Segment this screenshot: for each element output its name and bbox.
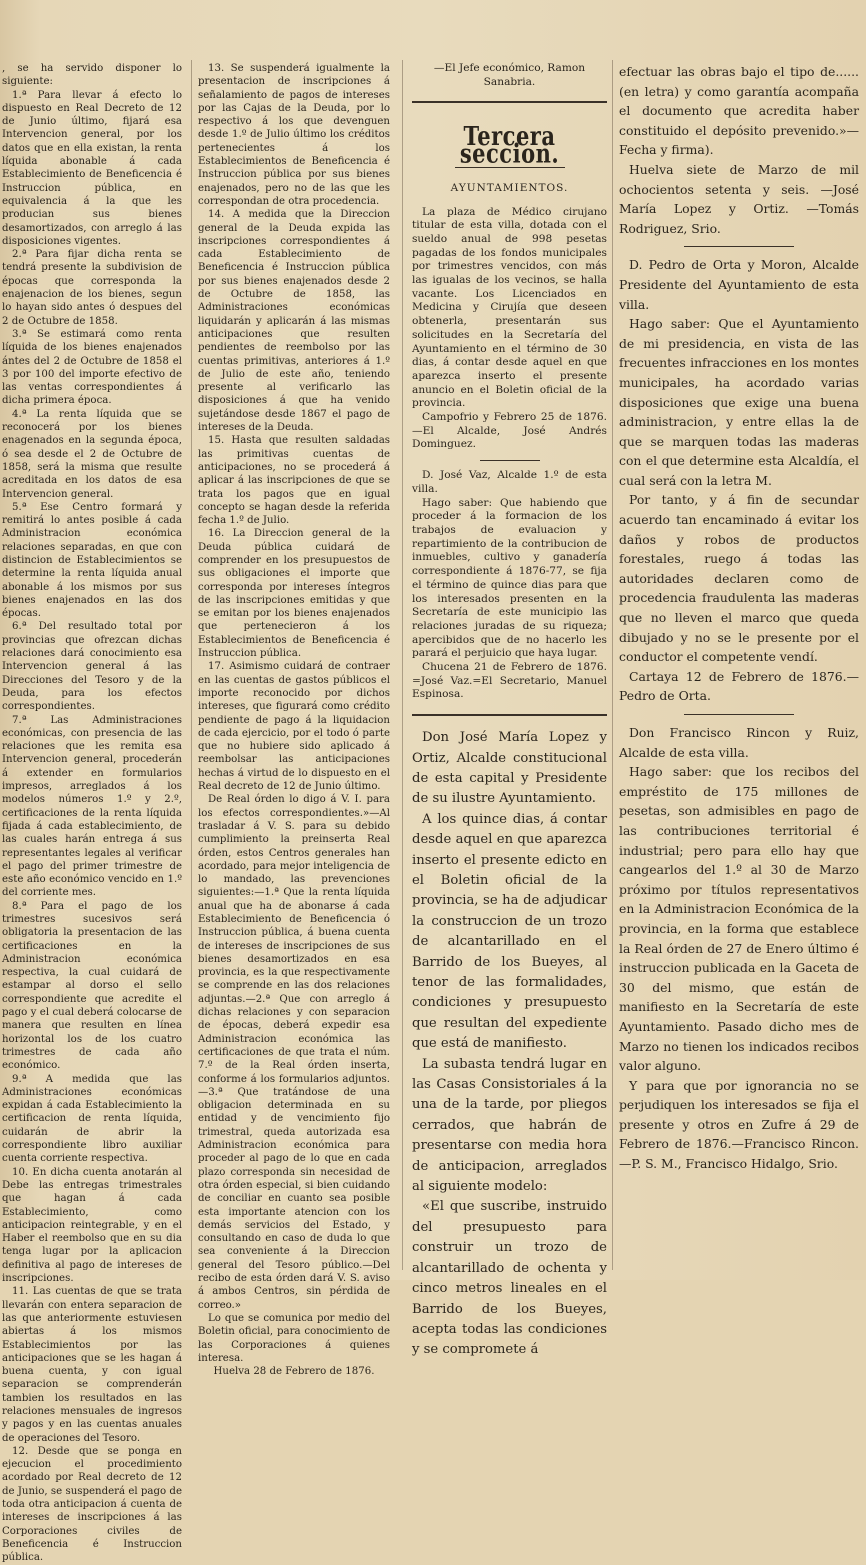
paragraph: Don José María Lopez y Ortiz, Alcalde constitucional de esta capital y Presidente de su ilustre Ayuntamiento. [412, 730, 607, 807]
section-title: Tercera seccion. [459, 120, 560, 169]
paragraph: De Real órden lo digo á V. I. para los efectos correspondientes.»—Al trasladar á V. S. para su debido cumplimiento la preinserta Real órden, estos Centros generales han acordado, para mejor inteligencia de lo mandado, las prevenciones siguientes:—1.ª Que la renta líquida anual que ha de abonarse á cada Establecimiento de Beneficencia ó Instruccion pública, á buena cuenta de intereses de inscripciones de sus bienes desamortizados en esa provincia, es la que respectivamente se comprende en las dos relaciones adjuntas.—2.ª Que con arreglo á dichas relaciones y con separacion de épocas, deberá expedir esa Administracion económica las certificaciones de que trata el núm. 7.º de la Real órden inserta, conforme á los formularios adjuntos.—3.ª Que tratándose de una obligacion determinada en su entidad y de vencimiento fijo trimestral, queda autorizada esa Administracion económica para proceder al pago de lo que en cada plazo corresponda sin necesidad de otra órden especial, si bien cuidando de conciliar en cuanto sea posible esta importante atencion con los demás servicios del Estado, y consultando en caso de duda lo que sea conveniente á la Direccion general del Tesoro público.—Del recibo de esta órden dará V. S. aviso á ambos Centros, sin pérdida de correo.» [198, 794, 390, 1311]
paragraph: Chucena 21 de Febrero de 1876. =José Vaz.=El Secretario, Manuel Espinosa. [412, 661, 607, 701]
paragraph: 5.ª Ese Centro formará y remitirá lo antes posible á cada Administracion económica relaciones separadas, en que con distincion de Establecimientos se determine la renta líquida anual abonable á los mismos por sus bienes enajenados en las dos épocas. [2, 501, 182, 620]
paragraph: 9.ª A medida que las Administraciones económicas expidan á cada Establecimiento la certificacion de renta líquida, cuidarán de abrir la correspondiente libro auxiliar cuenta corriente respectiva. [2, 1073, 182, 1165]
column-3 [412, 62, 607, 1361]
paragraph: Hago saber: Que el Ayuntamiento de mi presidencia, en vista de las frecuentes infracciones en los montes municipales, ha acordado varias disposiciones que exige una buena administracion, y entre ellas la de que se marquen todas las maderas con el que determine esta Alcaldía, el cual será con la letra M. [619, 316, 859, 488]
paragraph: Y para que por ignorancia no se perjudiquen los interesados se fija el presente y otros en Zufre á 29 de Febrero de 1876.—Francisco Rincon.—P. S. M., Francisco Hidalgo, Srio. [619, 1077, 859, 1172]
paragraph: 2.ª Para fijar dicha renta se tendrá presente la subdivision de épocas que corresponda la enajenacion de los bienes, segun lo hayan sido antes ó despues del 2 de Octubre de 1858. [2, 249, 182, 327]
paragraph: Hago saber: que los recibos del empréstito de 175 millones de pesetas, son admisibles en pago de las contribuciones territorial é industrial; pero para ello hay que cangearlos del 1.º al 30 de Marzo próximo por títulos representativos en la Administracion Económica de la provincia, en la forma que establece la Real órden de 27 de Enero último é instruccion publicada en la Gaceta de 30 del mismo, que están de manifiesto en la Secretaría de este Ayuntamiento. Pasado dicho mes de Marzo no tienen los indicados recibos valor alguno. [619, 764, 859, 1074]
paragraph: , se ha servido disponer lo siguiente: [2, 63, 182, 88]
dateline: Huelva 28 de Febrero de 1876. [213, 1366, 375, 1378]
paragraph: 4.ª La renta líquida que se reconocerá por los bienes enagenados en la segunda época, ó sea desde el 2 de Octubre de 1858, será la misma que resulte acreditada en los datos de esa Intervencion general. [2, 408, 182, 500]
paragraph: Hago saber: Que habiendo que proceder á la formacion de los trabajos de evaluacion y repartimiento de la contribucion de inmuebles, cultivo y ganadería correspondiente á 1876-77, se fija el término de quince dias para que los interesados presenten en la Secretaría de este municipio las relaciones juradas de su riqueza; apercibidos que de no hacerlo les parará el perjuicio que haya lugar. [412, 496, 607, 660]
paragraph: Cartaya 12 de Febrero de 1876.—Pedro de Orta. [619, 668, 859, 704]
paragraph: D. Pedro de Orta y Moron, Alcalde Presidente del Ayuntamiento de esta villa. [619, 257, 859, 312]
paragraph: 13. Se suspenderá igualmente la presentacion de inscripciones á señalamiento de pagos de intereses por las Cajas de la Deuda, por lo respectivo á los que devenguen desde 1.º de Julio último los créditos pertenecientes á los Establecimientos de Beneficencia é Instruccion pública por sus bienes enajenados, pero no de las que les correspondan de otra procedencia. [198, 63, 390, 207]
section-subheading: AYUNTAMIENTOS. [450, 181, 569, 194]
paragraph: Don Francisco Rincon y Ruiz, Alcalde de esta villa. [619, 725, 859, 760]
paragraph: Huelva siete de Marzo de mil ochocientos setenta y seis. —José María Lopez y Ortiz. —Tomás Rodriguez, Srio. [619, 161, 859, 236]
paragraph: Por tanto, y á fin de secundar acuerdo tan encaminado á evitar los daños y robos de productos forestales, ruego á todas las autoridades declaren como de procedencia fraudulenta las maderas que no lleven el marco que queda dibujado y no se le presente por el conductor el competente vendí. [619, 492, 859, 665]
paragraph: 15. Hasta que resulten saldadas las primitivas cuentas de anticipaciones, no se procederá á aplicar á las inscripciones de que se trata los pagos que en igual concepto se hagan desde la referida fecha 1.º de Julio. [198, 435, 390, 527]
paragraph: D. José Vaz, Alcalde 1.º de esta villa. [412, 469, 607, 495]
divider [480, 460, 540, 461]
paragraph: 1.ª Para llevar á efecto lo dispuesto en Real Decreto de 12 de Junio último, fijará esa Intervencion general, por los datos que en ella existan, la renta líquida abonable á cada Establecimiento de Beneficencia é Instruccion pública, en equivalencia á la que les producian sus bienes desamortizados, con arreglo á las disposiciones vigentes. [2, 89, 182, 247]
paragraph: 12. Desde que se ponga en ejecucion el procedimiento acordado por Real decreto de 12 de Junio, se suspenderá el pago de toda otra anticipacion á cuenta de intereses de inscripciones á las Corporaciones civiles de Beneficencia é Instruccion pública. [2, 1445, 182, 1564]
paragraph: A los quince dias, á contar desde aquel en que aparezca inserto el presente edicto en el Boletin oficial de la provincia, se ha de adjudicar la construccion de un trozo de alcantarillado en el Barrido de los Bueyes, al tenor de las formalidades, condiciones y presupuesto que resultan del expediente que está de manifiesto. [412, 811, 607, 1052]
paragraph: 10. En dicha cuenta anotarán al Debe las entregas trimestrales que hagan á cada Establecimiento, como anticipacion reintegrable, y en el Haber el reembolso que en su dia tenga lugar por la aplicacion definitiva al pago de intereses de inscripciones. [2, 1166, 182, 1285]
column-4 [619, 62, 859, 1174]
column-divider [191, 60, 192, 1270]
divider [684, 714, 794, 715]
paragraph: efectuar las obras bajo el tipo de...... (en letra) y como garantía acompaña el documento que acredita haber constituido el depósito prevenido.»—Fecha y firma). [619, 64, 859, 158]
paragraph: 7.ª Las Administraciones económicas, con presencia de las relaciones que les remita esa Intervencion general, procederán á extender en formularios impresos, arreglados á los modelos números 1.º y 2.º, certificaciones de la renta líquida fijada á cada establecimiento, de las cuales harán entrega á sus representantes legales al verificar el pago del primer trimestre de este año económico vencido en 1.º del corriente mes. [2, 714, 182, 899]
paragraph: Campofrio y Febrero 25 de 1876. —El Alcalde, José Andrés Dominguez. [412, 411, 607, 451]
paragraph: La subasta tendrá lugar en las Casas Consistoriales á la una de la tarde, por pliegos cerrados, que habrán de presentarse con media hora de anticipacion, arreglados al siguiente modelo: [412, 1056, 607, 1195]
signature: —El Jefe económico, Ramon Sanabria. [433, 62, 586, 88]
column-2 [198, 62, 390, 1378]
paragraph: 17. Asimismo cuidará de contraer en las cuentas de gastos públicos el importe reconocido por dichos intereses, que figurará como crédito pendiente de pago á la liquidacion de cada ejercicio, por el todo ó parte que no hubiere sido aplicado á reembolsar las anticipaciones hechas á virtud de lo dispuesto en el Real decreto de 12 de Junio último. [198, 661, 390, 793]
paragraph: La plaza de Médico cirujano titular de esta villa, dotada con el sueldo anual de 998 pesetas pagadas de los fondos municipales por trimestres vencidos, con más las igualas de los vecinos, se halla vacante. Los Licenciados en Medicina y Cirujía que deseen obtenerla, presentarán sus solicitudes en la Secretaría del Ayuntamiento en el término de 30 dias, á contar desde aquel en que aparezca inserto el presente anuncio en el Boletin oficial de la provincia. [412, 205, 607, 410]
paragraph: 8.ª Para el pago de los trimestres sucesivos será obligatoria la presentacion de las certificaciones en la Administracion económica respectiva, la cual cuidará de estampar al dorso el sello correspondiente que acredite el pago y el cual deberá colocarse de manera que resulten en línea horizontal los de los cuatro trimestres de cada año económico. [2, 900, 182, 1072]
paragraph: 11. Las cuentas de que se trata llevarán con entera separacion de las que anteriormente estuviesen abiertas á los mismos Establecimientos por las anticipaciones que se les hagan á buena cuenta, y con igual separacion se comprenderán tambien los resultados en las relaciones mensuales de ingresos y pagos y en las cuentas anuales de operaciones del Tesoro. [2, 1286, 182, 1444]
column-1 [2, 62, 182, 1565]
paragraph: «El que suscribe, instruido del presupuesto para construir un trozo de alcantarillado de ochenta y cinco metros lineales en el Barrido de los Bueyes, acepta todas las condiciones y se compromete á [412, 1199, 607, 1358]
divider [412, 714, 607, 716]
paragraph: 6.ª Del resultado total por provincias que ofrezcan dichas relaciones dará conocimiento esa Intervencion general á las Direcciones del Tesoro y de la Deuda, para los efectos correspondientes. [2, 621, 182, 713]
paragraph: 14. A medida que la Direccion general de la Deuda expida las inscripciones correspondientes á cada Establecimiento de Beneficencia é Instruccion pública por sus bienes enajenados desde 2 de Octubre de 1858, las Administraciones económicas liquidarán y aplicarán á las mismas anticipaciones que resulten pendientes de reembolso por las cuentas primitivas, anteriores á 1.º de Julio de este año, teniendo presente al verificarlo las disposiciones á que ha venido sujetándose desde 1867 el pago de intereses de la Deuda. [198, 209, 390, 434]
column-divider [612, 60, 613, 1270]
paragraph: Lo que se comunica por medio del Boletin oficial, para conocimiento de las Corporaciones á quienes interesa. [198, 1312, 390, 1364]
column-divider [402, 60, 403, 1270]
paragraph: 3.ª Se estimará como renta líquida de los bienes enajenados ántes del 2 de Octubre de 1858 el 3 por 100 del importe efectivo de las ventas correspondientes á dicha primera época. [2, 328, 182, 407]
divider [412, 101, 607, 103]
paragraph: 16. La Direccion general de la Deuda pública cuidará de comprender en los presupuestos de sus obligaciones el importe que corresponda por intereses íntegros de las inscripciones emitidas y que se emitan por los bienes enajenados que pertenecieron á los Establecimientos de Beneficencia é Instruccion pública. [198, 528, 390, 660]
divider [684, 246, 794, 247]
